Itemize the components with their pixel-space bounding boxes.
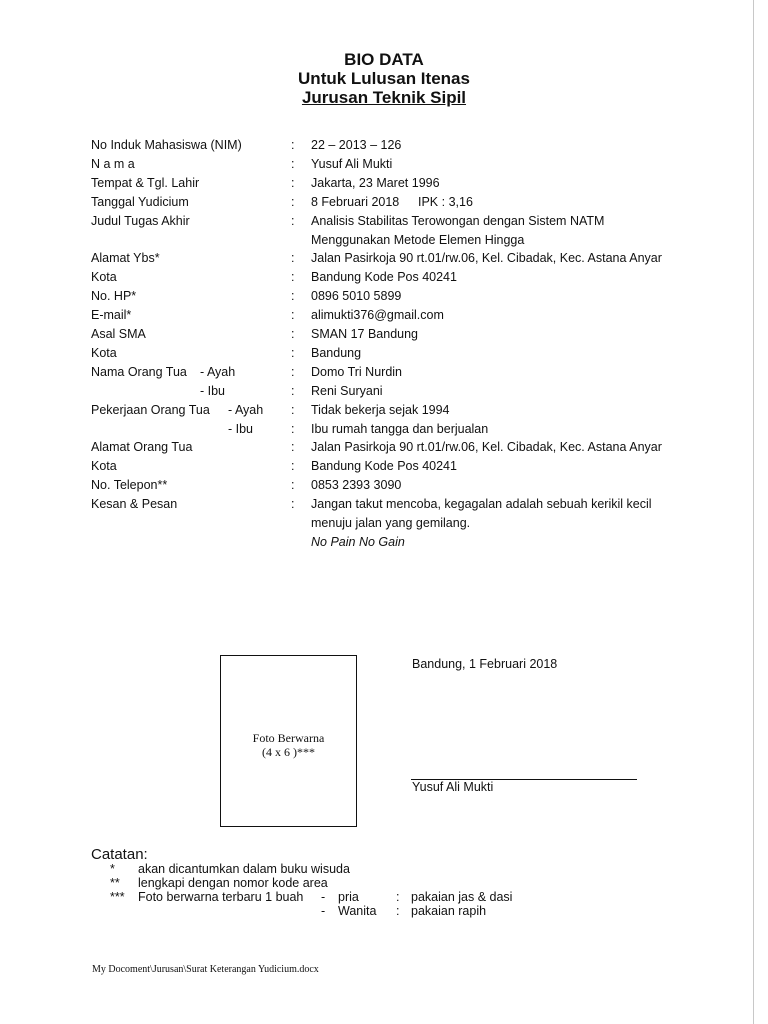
photo-rule-attire: pakaian jas & dasi [411, 890, 513, 904]
title-department: Jurusan Teknik Sipil [301, 88, 467, 107]
field-label: E-mail* [91, 308, 132, 323]
field-label: No. Telepon** [91, 478, 168, 493]
title-subtitle: Untuk Lulusan Itenas [298, 69, 470, 88]
field-value: Bandung [311, 345, 362, 360]
field-label: Kesan & Pesan [91, 497, 178, 512]
note-mark: * [110, 862, 115, 876]
field-colon: : [291, 364, 295, 379]
field-colon: : [291, 175, 295, 190]
field-value: alimukti376@gmail.com [311, 308, 444, 323]
field-value: 8 Februari 2018 [311, 194, 400, 209]
field-value: Reni Suryani [311, 383, 383, 398]
page-edge-rule [753, 0, 754, 1024]
field-value: SMAN 17 Bandung [311, 327, 419, 341]
photo-placeholder-box [220, 655, 357, 827]
signature-place-date: Bandung, 1 Februari 2018 [412, 657, 558, 671]
field-label: Alamat Orang Tua [91, 440, 193, 455]
field-label: Kota [91, 345, 117, 360]
field-value: Jakarta, 23 Maret 1996 [311, 175, 440, 190]
field-label: Alamat Ybs* [91, 251, 160, 266]
field-value: Bandung Kode Pos 40241 [311, 270, 457, 285]
field-sublabel: - Ibu [200, 383, 226, 398]
note-text: akan dicantumkan dalam buku wisuda [138, 862, 350, 876]
photo-rule-attire: pakaian rapih [411, 904, 487, 918]
photo-rule-dash: - [321, 890, 326, 904]
field-colon: : [291, 194, 295, 209]
photo-rule-gender: pria [338, 890, 359, 904]
field-value: Menggunakan Metode Elemen Hingga [311, 232, 525, 247]
field-label: Nama Orang Tua [91, 364, 187, 379]
field-colon: : [291, 270, 295, 285]
field-value: menuju jalan yang gemilang. [311, 516, 471, 530]
field-ipk: IPK : 3,16 [418, 194, 473, 209]
field-value: Jalan Pasirkoja 90 rt.01/rw.06, Kel. Cibadak, Kec. Astana Anyar [311, 440, 662, 455]
photo-rule-colon: : [396, 890, 400, 904]
field-colon: : [291, 345, 295, 360]
notes-title: Catatan: [91, 846, 148, 863]
photo-rule-gender: Wanita [338, 904, 377, 918]
field-label: Kota [91, 270, 117, 285]
field-colon: : [291, 308, 295, 323]
field-colon: : [291, 289, 295, 304]
note-text: Foto berwarna terbaru 1 buah [138, 890, 304, 904]
field-label: Judul Tugas Akhir [91, 213, 190, 228]
field-sublabel: - Ibu [228, 421, 254, 436]
field-value: 0853 2393 3090 [311, 478, 402, 493]
photo-size-label: (4 x 6 )*** [262, 745, 315, 759]
photo-label: Foto Berwarna [252, 731, 325, 745]
field-colon: : [291, 459, 295, 474]
field-colon: : [291, 402, 295, 417]
field-label: Asal SMA [91, 327, 146, 341]
field-colon: : [291, 156, 295, 171]
note-mark: *** [110, 890, 125, 904]
photo-rule-dash: - [321, 904, 326, 918]
field-value: 22 – 2013 – 126 [311, 138, 402, 152]
field-colon: : [291, 138, 295, 152]
signature-name: Yusuf Ali Mukti [412, 780, 494, 794]
field-colon: : [291, 213, 295, 228]
field-colon: : [291, 383, 295, 398]
field-value: Tidak bekerja sejak 1994 [311, 402, 450, 417]
photo-rule-colon: : [396, 904, 400, 918]
field-label: N a m a [91, 156, 135, 171]
field-label: Pekerjaan Orang Tua [91, 402, 210, 417]
field-value: Yusuf Ali Mukti [311, 156, 393, 171]
field-colon: : [291, 327, 295, 341]
file-path-footer: My Docoment\Jurusan\Surat Keterangan Yudicium.docx [92, 964, 319, 975]
field-value: Analisis Stabilitas Terowongan dengan Sistem NATM [311, 213, 605, 228]
field-value: Jangan takut mencoba, kegagalan adalah sebuah kerikil kecil [311, 497, 652, 512]
note-text: lengkapi dengan nomor kode area [138, 876, 328, 890]
field-value: 0896 5010 5899 [311, 289, 402, 304]
field-colon: : [291, 251, 295, 266]
title-bio-data: BIO DATA [344, 50, 424, 69]
field-value: Bandung Kode Pos 40241 [311, 459, 457, 474]
field-label: No Induk Mahasiswa (NIM) [91, 138, 242, 152]
field-value: Ibu rumah tangga dan berjualan [311, 421, 489, 436]
field-sublabel: - Ayah [200, 364, 236, 379]
field-label: Tempat & Tgl. Lahir [91, 175, 200, 190]
field-value: No Pain No Gain [311, 534, 405, 549]
note-mark: ** [110, 876, 120, 890]
field-label: No. HP* [91, 289, 137, 304]
field-colon: : [291, 440, 295, 455]
field-value: Domo Tri Nurdin [311, 364, 402, 379]
document-title [0, 50, 768, 107]
field-colon: : [291, 497, 295, 512]
field-colon: : [291, 478, 295, 493]
field-colon: : [291, 421, 295, 436]
field-label: Tanggal Yudicium [91, 194, 189, 209]
field-label: Kota [91, 459, 117, 474]
field-sublabel: - Ayah [228, 402, 264, 417]
field-value: Jalan Pasirkoja 90 rt.01/rw.06, Kel. Cibadak, Kec. Astana Anyar [311, 251, 662, 266]
